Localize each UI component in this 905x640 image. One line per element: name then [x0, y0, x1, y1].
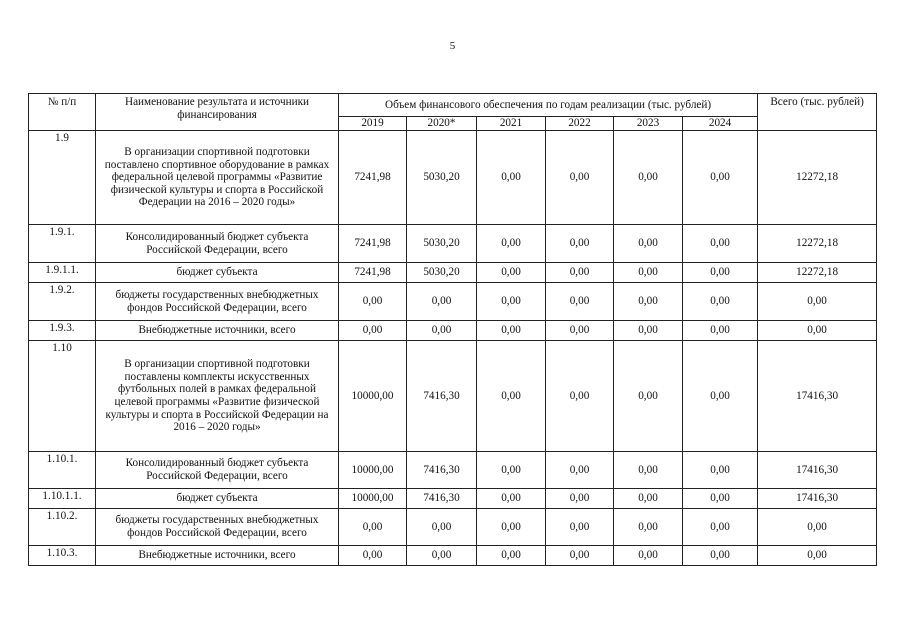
row-total: 0,00 — [758, 509, 877, 546]
header-total: Всего (тыс. рублей) — [758, 94, 877, 131]
year-value-cell: 0,00 — [546, 321, 614, 341]
year-value-cell: 0,00 — [546, 131, 614, 225]
row-total: 17416,30 — [758, 489, 877, 509]
year-value-cell: 0,00 — [614, 341, 683, 452]
year-value-cell: 0,00 — [477, 489, 546, 509]
year-value-cell: 0,00 — [614, 509, 683, 546]
row-number: 1.10 — [29, 341, 96, 452]
table-row — [29, 283, 877, 321]
year-value-cell: 0,00 — [546, 341, 614, 452]
table-row — [29, 341, 877, 452]
year-value-cell: 0,00 — [477, 283, 546, 321]
table-row — [29, 131, 877, 225]
year-value-cell: 5030,20 — [407, 131, 477, 225]
financing-table — [28, 93, 877, 566]
year-value-cell: 0,00 — [683, 283, 758, 321]
header-volume: Объем финансового обеспечения по годам реализации (тыс. рублей) — [339, 94, 758, 117]
year-value-cell: 0,00 — [614, 452, 683, 489]
row-total: 0,00 — [758, 546, 877, 566]
row-number: 1.10.1. — [29, 452, 96, 489]
row-name: Консолидированный бюджет субъекта Российской Федерации, всего — [96, 452, 339, 489]
year-value-cell: 0,00 — [614, 321, 683, 341]
year-value-cell: 7416,30 — [407, 452, 477, 489]
row-name: Консолидированный бюджет субъекта Российской Федерации, всего — [96, 225, 339, 263]
header-year: 2022 — [546, 117, 614, 131]
row-number: 1.9.1.1. — [29, 263, 96, 283]
table-body — [29, 131, 877, 566]
row-name: бюджет субъекта — [96, 489, 339, 509]
row-total: 12272,18 — [758, 225, 877, 263]
row-name: Внебюджетные источники, всего — [96, 321, 339, 341]
year-value-cell: 0,00 — [546, 546, 614, 566]
year-value-cell: 7241,98 — [339, 225, 407, 263]
year-value-cell: 7241,98 — [339, 263, 407, 283]
year-value-cell: 0,00 — [339, 509, 407, 546]
year-value-cell: 0,00 — [614, 263, 683, 283]
header-year: 2023 — [614, 117, 683, 131]
table-row — [29, 225, 877, 263]
row-total: 12272,18 — [758, 131, 877, 225]
table-row — [29, 263, 877, 283]
header-year: 2021 — [477, 117, 546, 131]
year-value-cell: 0,00 — [407, 283, 477, 321]
header-year: 2024 — [683, 117, 758, 131]
year-value-cell: 0,00 — [683, 452, 758, 489]
row-number: 1.10.1.1. — [29, 489, 96, 509]
table-row — [29, 321, 877, 341]
page-number: 5 — [449, 40, 456, 52]
row-number: 1.10.2. — [29, 509, 96, 546]
year-value-cell: 7241,98 — [339, 131, 407, 225]
row-total: 17416,30 — [758, 341, 877, 452]
year-value-cell: 0,00 — [339, 283, 407, 321]
row-number: 1.10.3. — [29, 546, 96, 566]
year-value-cell: 0,00 — [546, 452, 614, 489]
row-total: 0,00 — [758, 283, 877, 321]
header-name: Наименование результата и источники финансирования — [96, 94, 339, 131]
year-value-cell: 0,00 — [477, 509, 546, 546]
year-value-cell: 0,00 — [546, 509, 614, 546]
year-value-cell: 0,00 — [614, 489, 683, 509]
year-value-cell: 0,00 — [546, 225, 614, 263]
year-value-cell: 0,00 — [614, 283, 683, 321]
year-value-cell: 0,00 — [546, 489, 614, 509]
year-value-cell: 0,00 — [614, 225, 683, 263]
header-num: № п/п — [29, 94, 96, 131]
year-value-cell: 5030,20 — [407, 263, 477, 283]
row-name: бюджет субъекта — [96, 263, 339, 283]
row-total: 12272,18 — [758, 263, 877, 283]
year-value-cell: 0,00 — [683, 489, 758, 509]
year-value-cell: 7416,30 — [407, 341, 477, 452]
year-value-cell: 5030,20 — [407, 225, 477, 263]
row-number: 1.9.2. — [29, 283, 96, 321]
year-value-cell: 0,00 — [477, 452, 546, 489]
year-value-cell: 0,00 — [477, 263, 546, 283]
row-name: бюджеты государственных внебюджетных фондов Российской Федерации, всего — [96, 283, 339, 321]
row-number: 1.9.1. — [29, 225, 96, 263]
table-row — [29, 489, 877, 509]
year-value-cell: 0,00 — [614, 546, 683, 566]
row-name: Внебюджетные источники, всего — [96, 546, 339, 566]
year-value-cell: 0,00 — [683, 225, 758, 263]
year-value-cell: 0,00 — [339, 546, 407, 566]
year-value-cell: 0,00 — [477, 131, 546, 225]
year-value-cell: 0,00 — [546, 283, 614, 321]
year-value-cell: 0,00 — [683, 321, 758, 341]
row-name: бюджеты государственных внебюджетных фондов Российской Федерации, всего — [96, 509, 339, 546]
year-value-cell: 0,00 — [683, 546, 758, 566]
year-value-cell: 0,00 — [407, 509, 477, 546]
header-year: 2020* — [407, 117, 477, 131]
year-value-cell: 0,00 — [407, 546, 477, 566]
year-value-cell: 0,00 — [477, 225, 546, 263]
year-value-cell: 0,00 — [407, 321, 477, 341]
table-row — [29, 546, 877, 566]
year-value-cell: 0,00 — [683, 263, 758, 283]
row-number: 1.9.3. — [29, 321, 96, 341]
year-value-cell: 0,00 — [614, 131, 683, 225]
year-value-cell: 10000,00 — [339, 489, 407, 509]
row-number: 1.9 — [29, 131, 96, 225]
year-value-cell: 10000,00 — [339, 452, 407, 489]
year-value-cell: 0,00 — [477, 321, 546, 341]
year-value-cell: 7416,30 — [407, 489, 477, 509]
year-value-cell: 0,00 — [683, 509, 758, 546]
row-total: 17416,30 — [758, 452, 877, 489]
year-value-cell: 0,00 — [339, 321, 407, 341]
row-name: В организации спортивной подготовки поставлено спортивное оборудование в рамках федеральной целевой программы «Развитие физической культуры и спорта в Российской Федерации на 2016 – 2020 годы» — [96, 131, 339, 225]
year-value-cell: 0,00 — [477, 546, 546, 566]
row-name: В организации спортивной подготовки поставлены комплекты искусственных футбольных полей в рамках федеральной целевой программы «Развитие физической культуры и спорта в Российской Федерации на 2016 – 2020 годы» — [96, 341, 339, 452]
row-total: 0,00 — [758, 321, 877, 341]
year-value-cell: 0,00 — [477, 341, 546, 452]
table-row — [29, 452, 877, 489]
year-value-cell: 0,00 — [546, 263, 614, 283]
table-row — [29, 509, 877, 546]
year-value-cell: 10000,00 — [339, 341, 407, 452]
header-year: 2019 — [339, 117, 407, 131]
year-value-cell: 0,00 — [683, 341, 758, 452]
year-value-cell: 0,00 — [683, 131, 758, 225]
